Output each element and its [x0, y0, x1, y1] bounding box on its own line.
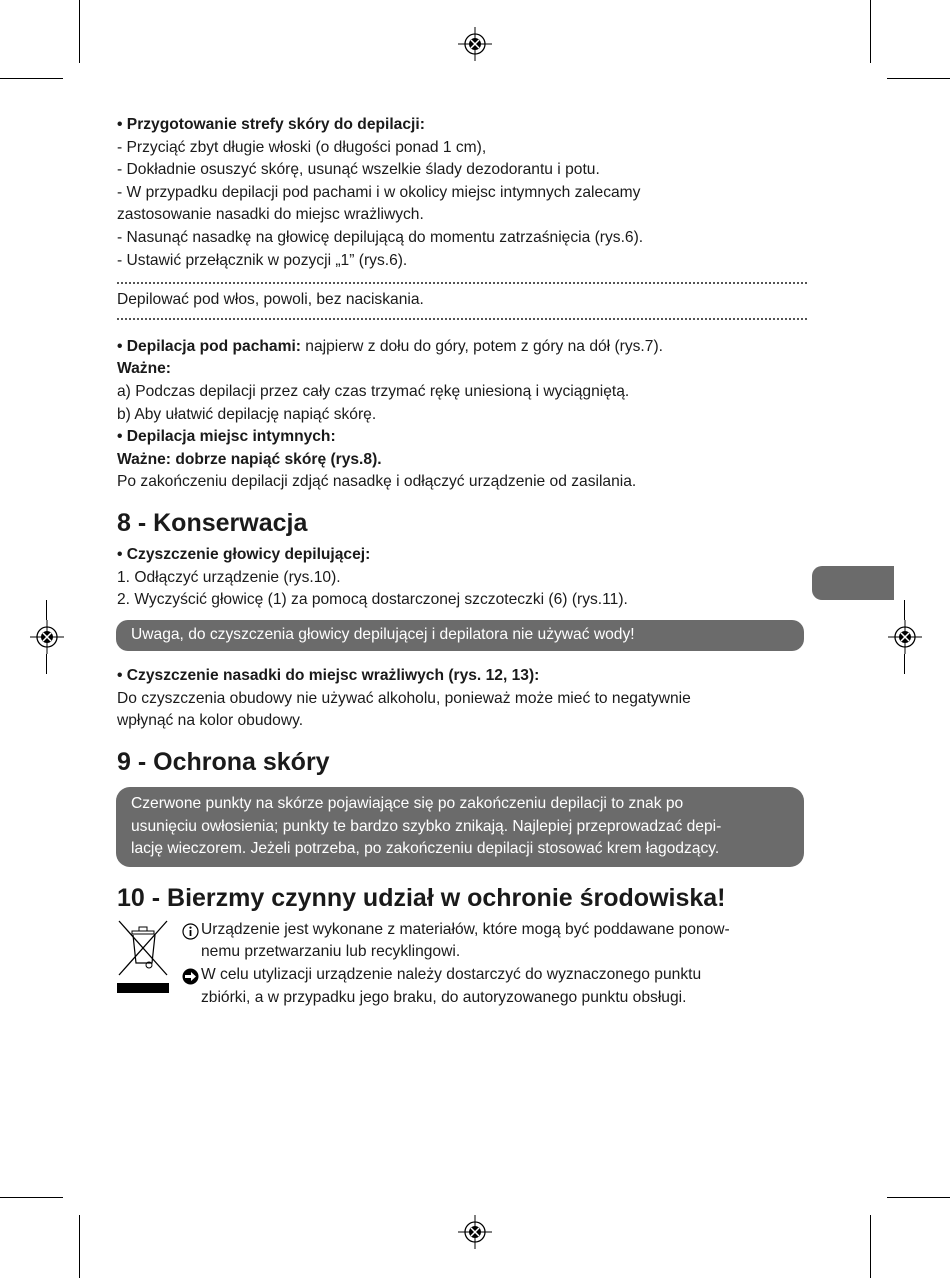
crop-mark	[79, 1215, 80, 1278]
registration-mark-icon	[458, 27, 492, 61]
arrow-text: zbiórki, a w przypadku jego braku, do autoryzowanego punktu obsługi.	[201, 988, 687, 1006]
attachment-text: wpłynąć na kolor obudowy.	[117, 712, 304, 730]
info-line	[179, 919, 807, 964]
crop-mark	[870, 1215, 871, 1278]
intimate-after: Po zakończeniu depilacji zdjąć nasadkę i odłączyć urządzenie od zasilania.	[117, 473, 637, 491]
info-text: Urządzenie jest wykonane z materiałów, które mogą być poddawane ponow-	[201, 920, 730, 938]
arrow-right-icon	[182, 968, 199, 985]
environment-block	[117, 919, 807, 1009]
intimate-important: Ważne: dobrze napiąć skórę (rys.8).	[117, 450, 382, 468]
crop-mark	[0, 1197, 63, 1198]
skin-note-line: usunięciu owłosienia; punkty te bardzo szybko znikają. Najlepiej przeprowadzać depi-	[131, 817, 722, 835]
tip-box	[117, 282, 807, 320]
prep-line: zastosowanie nasadki do miejsc wrażliwych.	[117, 206, 424, 224]
language-tab	[812, 566, 894, 600]
prep-line: - Ustawić przełącznik w pozycji „1” (rys.6).	[117, 251, 408, 269]
crossed-bin-icon	[117, 919, 179, 1009]
section-8-title: 8 - Konserwacja	[117, 508, 308, 537]
prep-heading: • Przygotowanie strefy skóry do depilacji:	[117, 116, 425, 133]
crop-mark	[46, 654, 47, 674]
arrow-text: W celu utylizacji urządzenie należy dostarczyć do wyznaczonego punktu	[201, 966, 702, 984]
crop-mark	[904, 600, 905, 620]
crop-mark	[79, 0, 80, 63]
prep-line: - Przyciąć zbyt długie włoski (o długości ponad 1 cm),	[117, 138, 487, 156]
skin-note-line: Czerwone punkty na skórze pojawiające się po zakończeniu depilacji to znak po	[131, 795, 684, 813]
intimate-heading: • Depilacja miejsc intymnych:	[117, 428, 336, 446]
prep-line: - Nasunąć nasadkę na głowicę depilującą do momentu zatrzaśnięcia (rys.6).	[117, 228, 644, 246]
arrow-line	[179, 964, 807, 1009]
crop-mark	[0, 78, 63, 79]
underarm-b: b) Aby ułatwić depilację napiąć skórę.	[117, 405, 377, 423]
prep-line: - W przypadku depilacji pod pachami i w okolicy miejsc intymnych zalecamy	[117, 183, 641, 201]
prep-line: - Dokładnie osuszyć skórę, usunąć wszelkie ślady dezodorantu i potu.	[117, 161, 600, 179]
underarm-heading: • Depilacja pod pachami:	[117, 337, 301, 355]
underarm-line	[117, 336, 807, 359]
crop-mark	[870, 0, 871, 63]
crop-mark	[46, 600, 47, 620]
registration-mark-icon	[888, 620, 922, 654]
section-10-title: 10 - Bierzmy czynny udział w ochronie środowiska!	[117, 883, 726, 912]
crop-mark	[904, 654, 905, 674]
registration-mark-icon	[30, 620, 64, 654]
registration-mark-icon	[458, 1215, 492, 1249]
cleaning-step: 2. Wyczyścić głowicę (1) za pomocą dostarczonej szczoteczki (6) (rys.11).	[117, 591, 628, 609]
skin-note-box	[116, 787, 804, 867]
tip-text: Depilować pod włos, powoli, bez naciskania.	[117, 291, 424, 309]
underarm-a: a) Podczas depilacji przez cały czas trzymać rękę uniesioną i wyciągniętą.	[117, 382, 630, 400]
page-content	[117, 114, 807, 1009]
info-text: nemu przetwarzaniu lub recyklingowi.	[201, 943, 461, 961]
attachment-heading: • Czyszczenie nasadki do miejsc wrażliwych (rys. 12, 13):	[117, 667, 540, 685]
crop-mark	[887, 78, 950, 79]
important-label: Ważne:	[117, 360, 171, 378]
info-icon	[182, 923, 199, 940]
attachment-text: Do czyszczenia obudowy nie używać alkoholu, ponieważ może mieć to negatywnie	[117, 689, 691, 707]
environment-text	[179, 919, 807, 1009]
crop-mark	[887, 1197, 950, 1198]
warning-box: Uwaga, do czyszczenia głowicy depilującej i depilatora nie używać wody!	[116, 620, 804, 652]
skin-note-line: lację wieczorem. Jeżeli potrzeba, po zakończeniu depilacji stosować krem łagodzący.	[131, 840, 720, 858]
cleaning-heading: • Czyszczenie głowicy depilującej:	[117, 545, 371, 563]
section-9-title: 9 - Ochrona skóry	[117, 748, 330, 777]
underarm-text: najpierw z dołu do góry, potem z góry na dół (rys.7).	[300, 337, 663, 355]
cleaning-step: 1. Odłączyć urządzenie (rys.10).	[117, 568, 341, 586]
